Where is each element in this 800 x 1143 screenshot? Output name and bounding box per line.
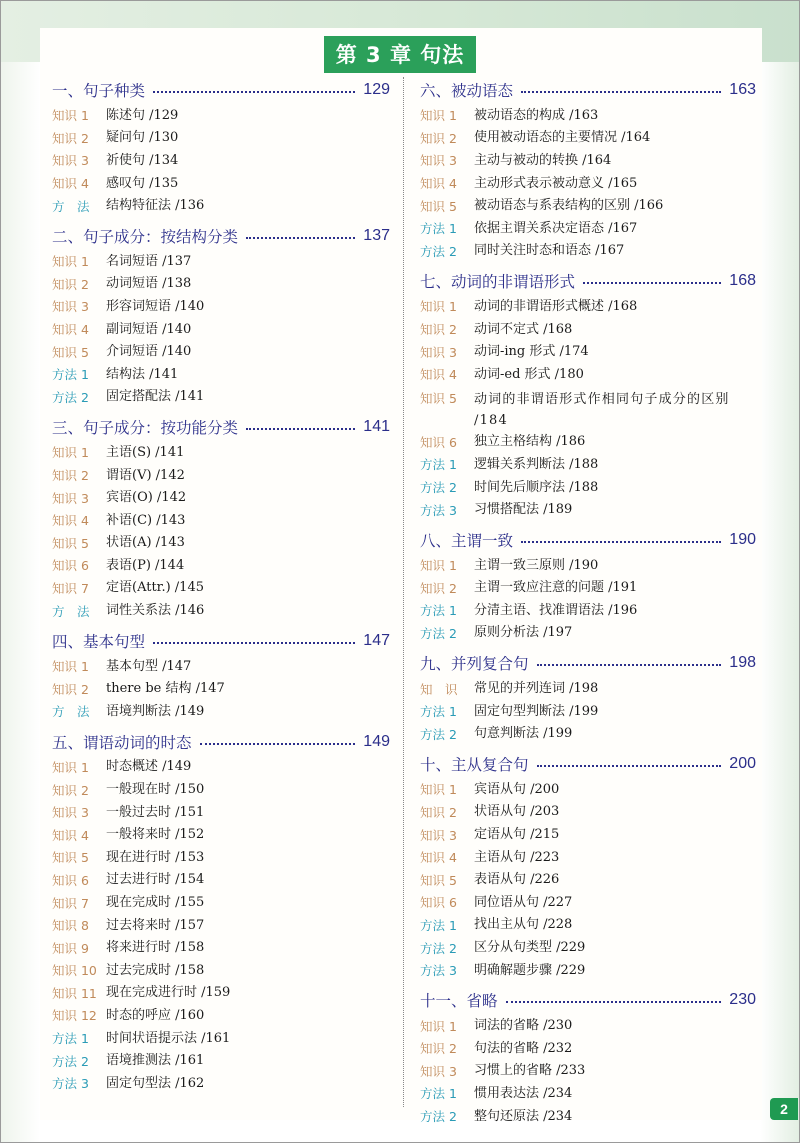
toc-entry[interactable] [420,778,756,801]
knowledge-tag: 知识 3 [420,153,457,169]
entry-text: 句意判断法 /199 [474,726,573,742]
method-tag: 方法 1 [52,1031,89,1047]
section-title: 四、基本句型 [52,632,146,651]
section-page-number: 141 [363,418,390,436]
toc-entry[interactable] [420,1082,756,1105]
entry-text: there be 结构 /147 [106,681,225,697]
toc-entry[interactable] [420,240,756,263]
entry-text: 副词短语 /140 [106,321,192,337]
section-title: 五、谓语动词的时态 [52,733,192,752]
entry-text: 区分从句类型 /229 [474,940,586,956]
toc-entry[interactable] [420,149,756,172]
toc-entry[interactable] [52,554,390,577]
toc-entry[interactable] [420,1060,756,1083]
toc-entry[interactable] [52,172,390,195]
knowledge-tag: 知识 2 [52,130,89,146]
knowledge-tag: 知识 2 [52,276,89,292]
section-page-number: 230 [729,991,756,1009]
method-tag: 方法 3 [420,963,457,979]
knowledge-tag: 知识 3 [420,827,457,843]
section-heading[interactable] [420,526,756,554]
dot-leader [521,91,721,93]
toc-entry[interactable] [52,149,390,172]
knowledge-tag: 知识 5 [420,198,457,214]
method-tag: 方法 2 [420,726,457,742]
toc-entry[interactable] [420,936,756,959]
toc-entry[interactable] [420,722,756,745]
knowledge-tag: 知识 6 [52,872,89,888]
toc-entry[interactable] [420,340,756,363]
entry-text: 动词不定式 /168 [474,321,573,337]
section-page-number: 137 [363,226,390,244]
knowledge-tag: 知识 3 [52,490,89,506]
section-page-number: 149 [363,732,390,750]
section-title: 六、被动语态 [420,82,514,100]
entry-text: 同时关注时态和语态 /167 [474,243,625,259]
section-title: 十一、省略 [420,992,498,1011]
knowledge-tag: 知识 2 [420,130,457,146]
knowledge-tag: 知识 5 [420,872,457,888]
entry-text: 使用被动语态的主要情况 /164 [474,130,651,146]
entry-text: 状语(A) /143 [106,535,185,551]
knowledge-tag: 知识 1 [52,254,89,270]
section-page-number: 190 [729,530,756,548]
method-tag: 方 法 [52,704,90,720]
entry-text: 主谓一致应注意的问题 /191 [474,580,638,596]
toc-entry[interactable] [420,127,756,150]
knowledge-tag: 知识 1 [420,1018,457,1034]
section-page-number: 200 [729,755,756,773]
entry-text: 现在进行时 /153 [106,849,205,865]
section-title: 九、并列复合句 [420,655,529,674]
toc-entry[interactable] [52,982,390,1005]
method-tag: 方法 1 [420,221,457,237]
toc-entry[interactable] [52,677,390,700]
method-tag: 方法 2 [420,625,457,641]
knowledge-tag: 知识 2 [52,468,89,484]
section-page-number: 198 [729,654,756,672]
entry-text: 一般现在时 /150 [106,782,205,798]
toc-entry[interactable] [420,891,756,914]
knowledge-tag: 知识 5 [52,850,89,866]
toc-entry[interactable] [52,577,390,600]
toc-entry[interactable] [420,172,756,195]
section-title: 三、句子成分：按功能分类 [52,419,239,438]
entry-text: 主动与被动的转换 /164 [474,152,612,168]
entry-text: 主谓一致三原则 /190 [474,557,599,573]
toc-entry[interactable] [420,1105,756,1128]
toc-section [52,76,390,217]
method-tag: 方法 3 [52,1076,89,1092]
entry-text: 一般将来时 /152 [106,827,205,843]
toc-entry[interactable] [420,823,756,846]
toc-section [52,413,390,622]
section-heading[interactable] [52,413,390,441]
knowledge-tag: 知识 7 [52,895,89,911]
entry-text: 状语从句 /203 [474,804,560,820]
method-tag: 方 法 [52,198,90,214]
entry-text: 明确解题步骤 /229 [474,962,586,978]
entry-text: 惯用表达法 /234 [474,1085,573,1101]
entry-text: 词法的省略 /230 [474,1018,573,1034]
entry-text: 动词的非谓语形式概述 /168 [474,298,638,314]
section-title: 八、主谓一致 [420,531,514,550]
toc-entry[interactable] [52,441,390,464]
toc-entry[interactable] [420,1014,756,1037]
entry-text: 同位语从句 /227 [474,894,573,910]
knowledge-tag: 知识 1 [52,759,89,775]
toc-entry[interactable] [52,1072,390,1095]
section-heading[interactable] [420,986,756,1014]
toc-entry[interactable] [52,1004,390,1027]
knowledge-tag: 知识 3 [52,805,89,821]
toc-section [52,627,390,723]
entry-text: 习惯搭配法 /189 [474,502,573,518]
toc-entry[interactable] [420,194,756,217]
dot-leader [200,743,356,745]
method-tag: 方法 3 [420,502,457,518]
toc-left-column [52,76,390,1100]
toc-entry[interactable] [52,386,390,409]
section-title: 一、句子种类 [52,82,146,100]
entry-text: 陈述句 /129 [106,107,179,123]
section-heading[interactable] [420,750,756,778]
knowledge-tag: 知识 2 [420,322,457,338]
toc-entry[interactable] [52,700,390,723]
toc-entry[interactable] [52,959,390,982]
knowledge-tag: 知识 5 [52,535,89,551]
entry-text: 补语(C) /143 [106,512,186,528]
toc-entry[interactable] [420,959,756,982]
entry-text: 过去完成时 /158 [106,962,205,978]
entry-text: 结构特征法 /136 [106,198,205,214]
entry-text: 时间先后顺序法 /188 [474,479,599,495]
entry-text: 表语(P) /144 [106,557,185,573]
toc-section [52,222,390,408]
entry-text: 时间状语提示法 /161 [106,1030,231,1046]
section-heading[interactable] [52,728,390,756]
knowledge-tag: 知识 6 [420,895,457,911]
toc-entry[interactable] [52,532,390,555]
method-tag: 方法 2 [420,1109,457,1125]
entry-text: 过去将来时 /157 [106,917,205,933]
toc-entry[interactable] [52,599,390,622]
section-heading[interactable] [420,267,756,295]
toc-entry[interactable] [52,318,390,341]
entry-text: 现在完成进行时 /159 [106,985,231,1001]
toc-entry[interactable] [52,127,390,150]
entry-text: 动词的非谓语形式作相同句子成分的区别 /184 [474,391,730,428]
entry-text: 固定句型判断法 /199 [474,703,599,719]
chapter-title: 第 3 章 句法 [324,36,477,73]
method-tag: 方法 1 [420,1086,457,1102]
knowledge-tag: 知识 1 [420,108,457,124]
entry-text: 整句还原法 /234 [474,1108,573,1124]
knowledge-tag: 知 识 [420,681,458,697]
entry-text: 主语(S) /141 [106,444,185,460]
entry-text: 定语(Attr.) /145 [106,580,204,596]
section-heading[interactable] [52,222,390,250]
toc-entry[interactable] [52,846,390,869]
toc-entry[interactable] [52,801,390,824]
section-title: 二、句子成分：按结构分类 [52,227,239,246]
section-page-number: 163 [729,81,756,98]
knowledge-tag: 知识 3 [52,299,89,315]
toc-entry[interactable] [52,194,390,217]
toc-entry[interactable] [52,486,390,509]
knowledge-tag: 知识 4 [420,367,457,383]
page-number: 2 [770,1098,798,1120]
dot-leader [153,91,355,93]
method-tag: 方法 1 [420,603,457,619]
method-tag: 方 法 [52,603,90,619]
knowledge-tag: 知识 2 [420,1041,457,1057]
knowledge-tag: 知识 11 [52,985,97,1001]
toc-section [420,76,756,262]
entry-text: 语境判断法 /149 [106,703,205,719]
method-tag: 方法 1 [420,917,457,933]
toc-entry[interactable] [52,891,390,914]
entry-text: 过去进行时 /154 [106,872,205,888]
section-title: 十、主从复合句 [420,756,529,775]
entry-text: 基本句型 /147 [106,658,192,674]
toc-entry[interactable] [420,622,756,645]
toc-entry[interactable] [52,363,390,386]
entry-text: 固定句型法 /162 [106,1075,205,1091]
toc-entry[interactable] [420,217,756,240]
dot-leader [246,428,355,430]
section-page-number: 129 [363,81,390,98]
entry-text: 形容词短语 /140 [106,298,205,314]
knowledge-tag: 知识 10 [52,963,97,979]
knowledge-tag: 知识 1 [420,782,457,798]
entry-text: 独立主格结构 /186 [474,434,586,450]
entry-text: 主语从句 /223 [474,849,560,865]
entry-text: 感叹句 /135 [106,175,179,191]
entry-text: 时态的呼应 /160 [106,1007,205,1023]
entry-text: 语境推测法 /161 [106,1053,205,1069]
knowledge-tag: 知识 4 [52,513,89,529]
entry-text: 将来进行时 /158 [106,940,205,956]
knowledge-tag: 知识 1 [52,659,89,675]
toc-entry[interactable] [420,104,756,127]
entry-text: 表语从句 /226 [474,872,560,888]
knowledge-tag: 知识 3 [420,344,457,360]
entry-text: 主动形式表示被动意义 /165 [474,175,638,191]
section-heading[interactable] [420,76,756,104]
dot-leader [506,1001,722,1003]
toc-entry[interactable] [420,453,756,476]
entry-text: 动词-ing 形式 /174 [474,344,589,360]
dot-leader [583,282,721,284]
toc-entry[interactable] [420,554,756,577]
entry-text: 被动语态与系表结构的区别 /166 [474,198,664,214]
method-tag: 方法 1 [420,704,457,720]
method-tag: 方法 1 [420,457,457,473]
toc-entry[interactable] [420,476,756,499]
entry-text: 动词-ed 形式 /180 [474,366,584,382]
entry-text: 词性关系法 /146 [106,603,205,619]
entry-text: 分清主语、找准谓语法 /196 [474,602,638,618]
toc-section [420,267,756,521]
entry-text: 一般过去时 /151 [106,804,205,820]
entry-text: 依据主谓关系决定语态 /167 [474,220,638,236]
toc-entry[interactable] [420,599,756,622]
knowledge-tag: 知识 8 [52,918,89,934]
entry-text: 结构法 /141 [106,366,179,382]
knowledge-tag: 知识 5 [52,344,89,360]
knowledge-tag: 知识 9 [52,940,89,956]
toc-entry[interactable] [52,340,390,363]
dot-leader [537,765,722,767]
column-divider [403,77,404,1107]
section-heading[interactable] [52,627,390,655]
toc-entry[interactable] [420,498,756,521]
knowledge-tag: 知识 2 [52,782,89,798]
knowledge-tag: 知识 1 [420,299,457,315]
knowledge-tag: 知识 5 [420,390,457,406]
method-tag: 方法 1 [52,367,89,383]
knowledge-tag: 知识 7 [52,580,89,596]
toc-entry[interactable] [420,801,756,824]
toc-entry[interactable] [52,936,390,959]
entry-text: 常见的并列连词 /198 [474,681,599,697]
method-tag: 方法 2 [52,1053,89,1069]
method-tag: 方法 2 [420,480,457,496]
knowledge-tag: 知识 2 [52,681,89,697]
toc-entry[interactable] [52,104,390,127]
entry-text: 宾语从句 /200 [474,781,560,797]
entry-text: 原则分析法 /197 [474,625,573,641]
knowledge-tag: 知识 4 [52,827,89,843]
dot-leader [537,664,722,666]
entry-text: 固定搭配法 /141 [106,389,205,405]
section-page-number: 168 [729,272,756,290]
knowledge-tag: 知识 1 [420,558,457,574]
entry-text: 逻辑关系判断法 /188 [474,456,599,472]
entry-text: 名词短语 /137 [106,253,192,269]
toc-entry[interactable] [52,655,390,678]
dot-leader [521,541,721,543]
toc-entry[interactable] [420,846,756,869]
toc-entry[interactable] [52,250,390,273]
toc-section [52,728,390,1095]
toc-entry[interactable] [52,1049,390,1072]
toc-entry[interactable] [420,295,756,318]
section-title: 七、动词的非谓语形式 [420,273,576,292]
toc-entry[interactable] [52,823,390,846]
entry-text: 现在完成时 /155 [106,895,205,911]
toc-entry[interactable] [420,318,756,341]
entry-text: 时态概述 /149 [106,759,192,775]
section-page-number: 147 [363,631,390,649]
method-tag: 方法 2 [52,389,89,405]
entry-text: 谓语(V) /142 [106,467,185,483]
toc-section [420,986,756,1127]
knowledge-tag: 知识 3 [52,153,89,169]
entry-text: 介词短语 /140 [106,344,192,360]
toc-entry[interactable] [52,869,390,892]
entry-text: 习惯上的省略 /233 [474,1063,586,1079]
chapter-title-wrap [0,36,800,73]
toc-entry[interactable] [420,1037,756,1060]
toc-section [420,649,756,745]
knowledge-tag: 知识 4 [52,176,89,192]
knowledge-tag: 知识 4 [420,850,457,866]
toc-entry[interactable] [52,914,390,937]
knowledge-tag: 知识 1 [52,445,89,461]
knowledge-tag: 知识 3 [420,1063,457,1079]
method-tag: 方法 2 [420,243,457,259]
toc-section [420,750,756,981]
toc-entry[interactable] [52,756,390,779]
knowledge-tag: 知识 6 [52,558,89,574]
toc-entry[interactable] [52,509,390,532]
dot-leader [246,237,355,239]
toc-entry[interactable] [52,778,390,801]
knowledge-tag: 知识 12 [52,1008,97,1024]
knowledge-tag: 知识 1 [52,108,89,124]
dot-leader [153,642,355,644]
knowledge-tag: 知识 4 [420,176,457,192]
knowledge-tag: 知识 6 [420,434,457,450]
toc-entry[interactable] [52,273,390,296]
toc-entry[interactable] [420,577,756,600]
entry-text: 宾语(O) /142 [106,490,187,506]
entry-text: 动词短语 /138 [106,276,192,292]
toc-entry[interactable] [420,914,756,937]
knowledge-tag: 知识 4 [52,322,89,338]
toc-section [420,526,756,644]
toc-entry[interactable] [52,295,390,318]
section-heading[interactable] [420,649,756,677]
knowledge-tag: 知识 2 [420,580,457,596]
entry-text: 疑问句 /130 [106,130,179,146]
toc-entry[interactable] [52,464,390,487]
toc-entry[interactable] [420,700,756,723]
entry-text: 定语从句 /215 [474,827,560,843]
toc-entry[interactable] [420,431,756,454]
toc-right-column [420,76,756,1132]
method-tag: 方法 2 [420,940,457,956]
entry-text: 句法的省略 /232 [474,1040,573,1056]
toc-entry[interactable] [420,868,756,891]
knowledge-tag: 知识 2 [420,804,457,820]
toc-entry[interactable] [420,363,756,386]
entry-text: 被动语态的构成 /163 [474,107,599,123]
toc-entry[interactable] [420,386,756,431]
toc-entry[interactable] [52,1027,390,1050]
entry-text: 祈使句 /134 [106,152,179,168]
entry-text: 找出主从句 /228 [474,917,573,933]
section-heading[interactable] [52,76,390,104]
toc-entry[interactable] [420,677,756,700]
